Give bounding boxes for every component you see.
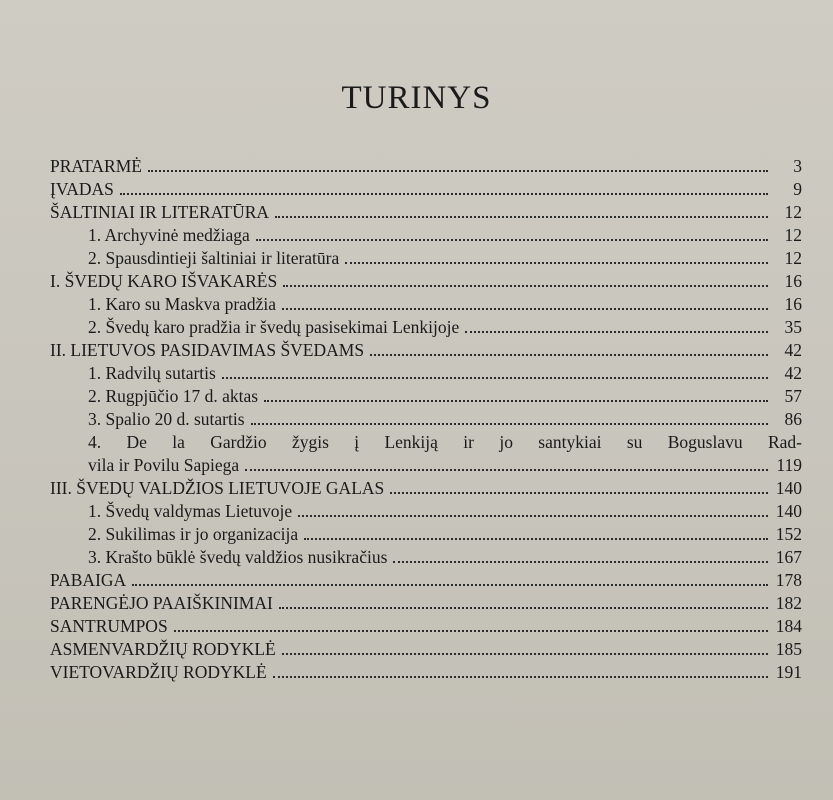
dot-leader — [390, 492, 768, 494]
toc-page-number: 16 — [784, 294, 802, 314]
toc-label: II. LIETUVOS PASIDAVIMAS ŠVEDAMS — [50, 340, 365, 360]
toc-page-number: 12 — [784, 202, 802, 222]
toc-subentry — [50, 247, 802, 270]
toc-entry-pratarme — [50, 155, 802, 178]
toc-page-number: 184 — [775, 616, 802, 636]
toc-entry-chapter-1 — [50, 270, 802, 293]
dot-leader — [148, 170, 768, 172]
dot-leader — [245, 469, 768, 471]
toc-label: VIETOVARDŽIŲ RODYKLĖ — [50, 662, 267, 682]
toc-label-line-2: vila ir Povilu Sapiega — [88, 455, 240, 475]
toc-subentry — [50, 500, 802, 523]
toc-label: I. ŠVEDŲ KARO IŠVAKARĖS — [50, 271, 278, 291]
table-of-contents — [50, 155, 802, 684]
toc-entry-santrumpos — [50, 615, 802, 638]
toc-page-number: 178 — [775, 570, 802, 590]
dot-leader — [222, 377, 768, 379]
toc-label: 2. Sukilimas ir jo organizacija — [88, 524, 299, 544]
page-title: TURINYS — [341, 80, 492, 117]
dot-leader — [132, 584, 768, 586]
dot-leader — [264, 400, 768, 402]
toc-subentry — [50, 408, 802, 431]
toc-page-number: 119 — [776, 455, 802, 475]
toc-subentry — [50, 546, 802, 569]
dot-leader — [174, 630, 768, 632]
dot-leader — [251, 423, 768, 425]
toc-label: 1. Radvilų sutartis — [88, 363, 216, 383]
toc-page-number: 140 — [775, 478, 802, 498]
toc-page-number: 12 — [784, 248, 802, 268]
toc-page-number: 42 — [784, 340, 802, 360]
toc-label: 3. Spalio 20 d. sutartis — [88, 409, 245, 429]
dot-leader — [275, 216, 768, 218]
dot-leader — [370, 354, 768, 356]
toc-entry-pabaiga — [50, 569, 802, 592]
dot-leader — [273, 676, 768, 678]
toc-label: 1. Karo su Maskva pradžia — [88, 294, 277, 314]
dot-leader — [282, 653, 768, 655]
toc-entry-chapter-2 — [50, 339, 802, 362]
dot-leader — [120, 193, 768, 195]
toc-page-number: 35 — [784, 317, 802, 337]
toc-subentry — [50, 385, 802, 408]
toc-page-number: 86 — [784, 409, 802, 429]
toc-page-number: 152 — [775, 524, 802, 544]
toc-page-number: 185 — [775, 639, 802, 659]
toc-page-number: 167 — [775, 547, 802, 567]
dot-leader — [256, 239, 768, 241]
toc-entry-chapter-3 — [50, 477, 802, 500]
toc-label: SANTRUMPOS — [50, 616, 168, 636]
toc-label: PRATARMĖ — [50, 156, 142, 176]
dot-leader — [298, 515, 768, 517]
toc-label: ŠALTINIAI IR LITERATŪRA — [50, 202, 270, 222]
toc-label: PABAIGA — [50, 570, 127, 590]
toc-page-number: 57 — [784, 386, 802, 406]
toc-page-number: 12 — [784, 225, 802, 245]
toc-label: 2. Rugpjūčio 17 d. aktas — [88, 386, 259, 406]
dot-leader — [345, 262, 768, 264]
toc-label: III. ŠVEDŲ VALDŽIOS LIETUVOJE GALAS — [50, 478, 385, 498]
dot-leader — [304, 538, 768, 540]
toc-page-number: 42 — [784, 363, 802, 383]
toc-entry-saltiniai — [50, 201, 802, 224]
dot-leader — [283, 285, 768, 287]
toc-entry-ivadas — [50, 178, 802, 201]
toc-label: 3. Krašto būklė švedų valdžios nusikračius — [88, 547, 388, 567]
toc-label-line-1: 4. De la Gardžio žygis į Lenkiją ir jo santykiai su Boguslavu Rad- — [88, 432, 802, 452]
toc-label: 1. Švedų valdymas Lietuvoje — [88, 501, 293, 521]
toc-subentry — [50, 362, 802, 385]
toc-entry-vietovardziu — [50, 661, 802, 684]
toc-page-number: 9 — [793, 179, 802, 199]
toc-page-number: 3 — [793, 156, 802, 176]
toc-page-number: 16 — [784, 271, 802, 291]
toc-entry-paaiskinimai — [50, 592, 802, 615]
toc-subentry-multiline-second — [50, 454, 802, 477]
toc-label: 2. Spausdintieji šaltiniai ir literatūra — [88, 248, 340, 268]
toc-subentry-multiline-first — [50, 431, 802, 454]
toc-label: PARENGĖJO PAAIŠKINIMAI — [50, 593, 273, 613]
toc-subentry — [50, 293, 802, 316]
toc-entry-asmenvardziu — [50, 638, 802, 661]
toc-page-number: 191 — [775, 662, 802, 682]
toc-label: ĮVADAS — [50, 179, 114, 199]
dot-leader — [279, 607, 768, 609]
toc-subentry — [50, 316, 802, 339]
dot-leader — [393, 561, 768, 563]
toc-label: 1. Archyvinė medžiaga — [88, 225, 250, 245]
toc-subentry — [50, 224, 802, 247]
toc-label: ASMENVARDŽIŲ RODYKLĖ — [50, 639, 276, 659]
toc-subentry — [50, 523, 802, 546]
toc-page-number: 140 — [775, 501, 802, 521]
dot-leader — [282, 308, 768, 310]
toc-label: 2. Švedų karo pradžia ir švedų pasisekimai Lenkijoje — [88, 317, 460, 337]
dot-leader — [465, 331, 768, 333]
toc-page-number: 182 — [775, 593, 802, 613]
